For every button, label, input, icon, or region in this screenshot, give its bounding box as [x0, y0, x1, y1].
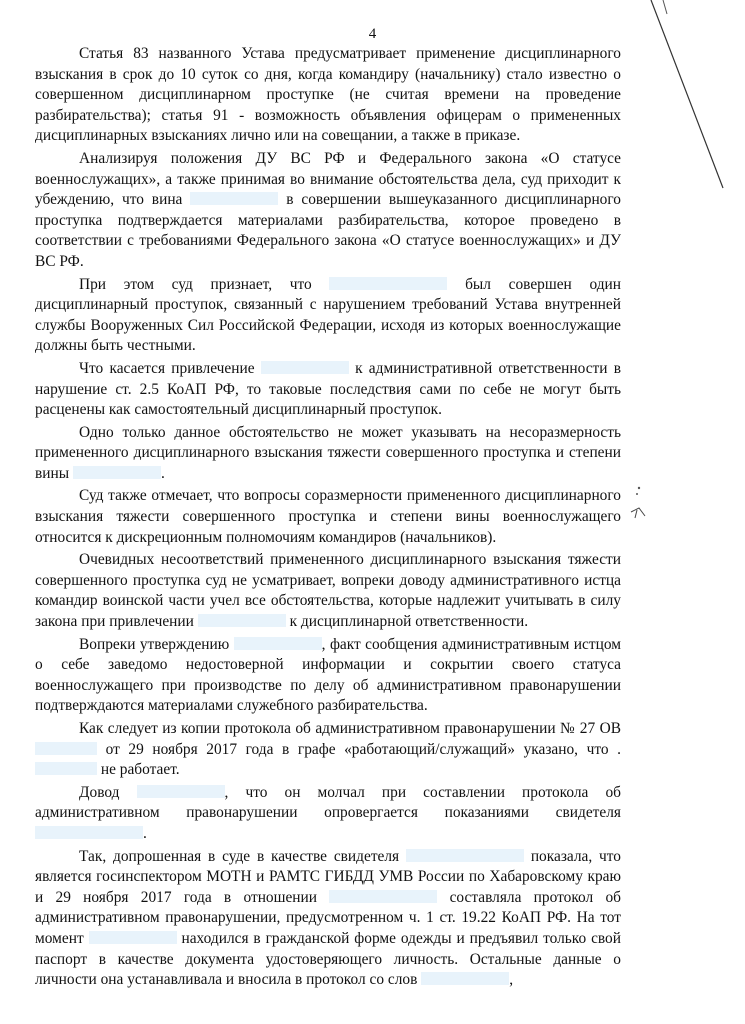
paragraph-8: Вопреки утверждению , факт сообщения административным истцом о себе заведомо недостоверной информации и сокрытии своего статуса военнослужащего при производстве по делу об административном правонарушении подтверждаются материалами служебного разбирательства. [35, 635, 621, 715]
paragraph-11: Так, допрошенная в суде в качестве свидетеля показала, что является госинспектором МОТН и РАМТС ГИБДД УМВ России по Хабаровскому краю и 29 ноября 2017 года в отношении составляла протокол об административном правонарушении, предусмотренном ч. 1 ст. 19.22 КоАП РФ. На тот момент находился в гражданской форме одежды и предъявил только свой паспорт в качестве документа удостоверяющего личность. Остальные данные о личности она устанавливала и вносила в протокол со слов , [35, 847, 622, 989]
redacted-name [421, 972, 509, 985]
paragraph-9: Как следует из копии протокола об административном правонарушении № 27 ОВ от 29 ноября 2017 года в графе «работающий/служащий» указано, что . не работает. [35, 719, 621, 781]
redacted-number [35, 742, 97, 755]
scan-artifact-marks [627, 482, 649, 532]
redacted-name [35, 762, 97, 775]
redacted-name [35, 826, 143, 839]
redacted-name [137, 785, 225, 798]
redacted-name [73, 466, 161, 479]
redacted-name [190, 192, 278, 205]
redacted-name [234, 637, 322, 650]
paragraph-10: Довод , что он молчал при составлении протокола об административном правонарушении опровергается показаниями свидетеля . [35, 783, 621, 842]
paragraph-3: При этом суд признает, что был совершен один дисциплинарный проступок, связанный с нарушением требований Устава внутренней службы Вооруженных Сил Российской Федерации, исходя из которых военнослужащие должны быть честными. [35, 275, 621, 355]
scan-edge-mark [645, 0, 725, 190]
paragraph-2: Анализируя положения ДУ ВС РФ и Федерального закона «О статусе военнослужащих», а также принимая во внимание обстоятельства дела, суд приходит к убеждению, что вина в совершении вышеуказанного дисциплинарного проступка подтверждается материалами разбирательства, которое проведено в соответствии с требованиями Федерального закона «О статусе военнослужащих» и ДУ ВС РФ. [35, 149, 621, 270]
paragraph-5: Одно только данное обстоятельство не может указывать на несоразмерность примененного дисциплинарного взыскания тяжести совершенного проступка и степени вины . [35, 423, 621, 482]
redacted-name [406, 849, 524, 862]
redacted-name [329, 890, 437, 903]
redacted-name [198, 614, 286, 627]
redacted-name [261, 361, 349, 374]
redacted-name [329, 277, 447, 290]
paragraph-1: Статья 83 названного Устава предусматривает применение дисциплинарного взыскания в срок до 10 суток со дня, когда командиру (начальнику) стало известно о совершенном дисциплинарном проступке (не считая времени на проведение разбирательства); статья 91 - возможность объявления офицерам о примененных дисциплинарных взысканиях лично или на совещании, а также в приказе. [35, 45, 621, 145]
paragraph-7: Очевидных несоответствий примененного дисциплинарного взыскания тяжести совершенного проступка суд не усматривает, вопреки доводу административного истца командир воинской части учел все обстоятельства, которые надлежит учитывать в силу закона при привлечении к дисциплинарной ответственности. [35, 551, 621, 631]
page-number: 4 [368, 26, 377, 42]
paragraph-6: Суд также отмечает, что вопросы соразмерности примененного дисциплинарного взыскания тяжести совершенного проступка и степени вины военнослужащего относится к дискреционным полномочиям командиров (начальников). [35, 487, 621, 546]
document-body [35, 44, 621, 991]
redacted-name [89, 931, 177, 944]
paragraph-4: Что касается привлечение к административной ответственности в нарушение ст. 2.5 КоАП РФ, то таковые последствия сами по себе не могут быть расценены как самостоятельный дисциплинарный проступок. [35, 359, 622, 419]
